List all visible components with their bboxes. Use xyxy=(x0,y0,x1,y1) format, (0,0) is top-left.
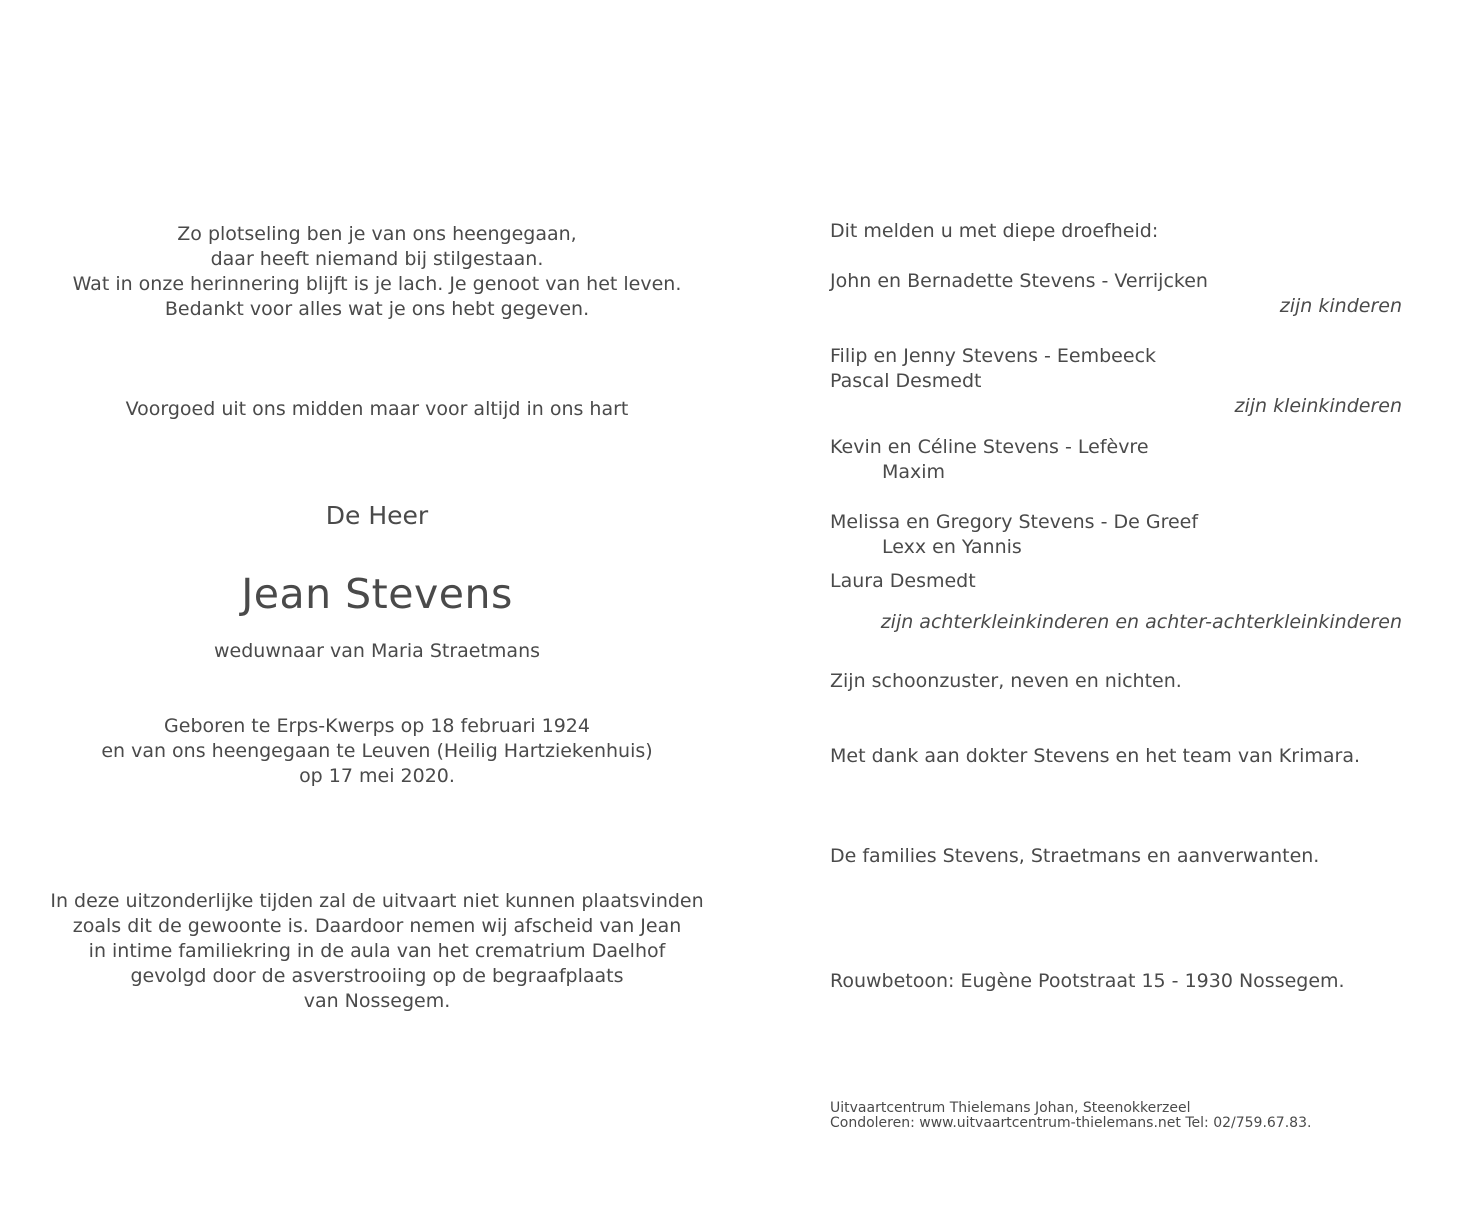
funeral-notice-line: in intime familiekring in de aula van het crematrium Daelhof xyxy=(88,940,666,962)
poem-line: daar heeft niemand bij stilgestaan. xyxy=(210,248,544,270)
birth-death-line: op 17 mei 2020. xyxy=(299,765,455,787)
grandchild-name: Filip en Jenny Stevens - Eembeeck xyxy=(830,345,1157,367)
great-grandchild-laura: Laura Desmedt xyxy=(830,570,976,592)
children-label: zijn kinderen xyxy=(1279,295,1402,317)
condolence-contact: Condoleren: www.uitvaartcentrum-thielemans.net Tel: 02/759.67.83. xyxy=(830,1115,1312,1131)
poem xyxy=(27,222,727,322)
thanks-line: Met dank aan dokter Stevens en het team van Krimara. xyxy=(830,745,1361,767)
great-grandchild-name: Lexx en Yannis xyxy=(882,536,1022,558)
funeral-notice-line: In deze uitzonderlijke tijden zal de uitvaart niet kunnen plaatsvinden xyxy=(50,890,704,912)
birth-death-line: Geboren te Erps-Kwerps op 18 februari 1924 xyxy=(164,715,590,737)
birth-death-line: en van ons heengegaan te Leuven (Heilig Hartziekenhuis) xyxy=(101,740,653,762)
undertaker-info xyxy=(830,1101,1402,1131)
deceased-name: Jean Stevens xyxy=(241,570,513,618)
poem-line: Bedankt voor alles wat je ons hebt gegeven. xyxy=(164,298,590,320)
children-name: John en Bernadette Stevens - Verrijcken xyxy=(830,270,1208,292)
great-grandchild-parents: Melissa en Gregory Stevens - De Greef xyxy=(830,511,1199,533)
grandchild-name: Pascal Desmedt xyxy=(830,370,982,392)
widower-line: weduwnaar van Maria Straetmans xyxy=(213,640,541,662)
poem-line: Zo plotseling ben je van ons heengegaan, xyxy=(177,223,577,245)
great-grandchildren-group-1 xyxy=(830,435,1402,485)
great-grandchildren-label: zijn achterkleinkinderen en achter-achterkleinkinderen xyxy=(880,611,1402,633)
children-section xyxy=(830,269,1402,319)
funeral-notice-line: gevolgd door de asverstrooiing op de begraafplaats xyxy=(130,965,624,987)
undertaker-name: Uitvaartcentrum Thielemans Johan, Steenokkerzeel xyxy=(830,1100,1191,1116)
great-grandchild-parents: Kevin en Céline Stevens - Lefèvre xyxy=(830,436,1149,458)
grandchildren-label: zijn kleinkinderen xyxy=(1234,395,1402,417)
great-grandchildren-group-2 xyxy=(830,510,1402,560)
poem-line: Wat in onze herinnering blijft is je lach. Je genoot van het leven. xyxy=(72,273,682,295)
announcement-intro: Dit melden u met diepe droefheid: xyxy=(830,220,1159,242)
condolence-address: Rouwbetoon: Eugène Pootstraat 15 - 1930 Nossegem. xyxy=(830,970,1345,992)
funeral-notice-line: zoals dit de gewoonte is. Daardoor nemen wij afscheid van Jean xyxy=(72,915,682,937)
funeral-notice-line: van Nossegem. xyxy=(303,990,451,1012)
families-line: De families Stevens, Straetmans en aanverwanten. xyxy=(830,845,1320,867)
motto: Voorgoed uit ons midden maar voor altijd in ons hart xyxy=(125,398,629,420)
honorific-title: De Heer xyxy=(325,501,429,530)
great-grandchildren-label-row xyxy=(830,610,1402,635)
great-grandchild-name: Maxim xyxy=(882,461,946,483)
grandchildren-section xyxy=(830,344,1402,419)
in-law-line: Zijn schoonzuster, neven en nichten. xyxy=(830,670,1182,692)
birth-death-info xyxy=(27,714,727,789)
funeral-notice xyxy=(27,889,727,1014)
